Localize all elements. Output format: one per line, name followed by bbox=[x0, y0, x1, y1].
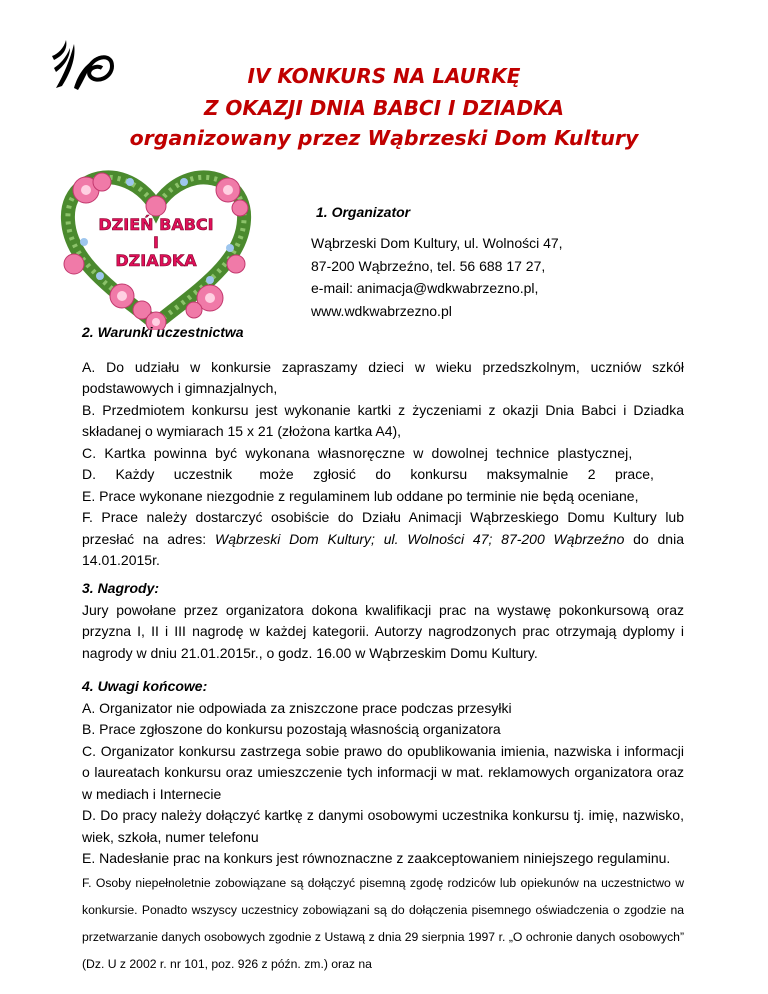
final-section bbox=[82, 676, 684, 978]
prizes-section bbox=[82, 578, 684, 664]
organizer-line: 87-200 Wąbrzeźno, tel. 56 688 17 27, bbox=[311, 257, 546, 274]
conditions-section bbox=[82, 322, 684, 572]
final-a: A. Organizator nie odpowiada za zniszczone prace podczas przesyłki bbox=[82, 699, 512, 716]
condition-c: C. Kartka powinna być wykonana własnoręczne w dowolnej technice plastycznej, bbox=[82, 444, 633, 461]
condition-f-text: F. Prace należy dostarczyć osobiście do Działu Animacji Wąbrzeskiego Domu Kultury lub przesłać na adres: bbox=[82, 509, 684, 547]
conditions-heading: 2. Warunki uczestnictwa bbox=[82, 324, 244, 340]
organizer-email: e-mail: animacja@wdkwabrzezno.pl, bbox=[311, 280, 539, 296]
condition-f-deadline: do dnia 14.01.2015r. bbox=[82, 530, 684, 568]
final-b: B. Prace zgłoszone do konkursu pozostają własnością organizatora bbox=[82, 721, 501, 737]
prizes-heading: 3. Nagrody: bbox=[82, 580, 160, 596]
page-title: IV KONKURS NA LAURKĘ bbox=[247, 64, 521, 88]
organizer-heading: 1. Organizator bbox=[316, 204, 411, 220]
heart-wreath-image bbox=[60, 168, 252, 330]
final-f: F. Osoby niepełnoletnie zobowiązane są dołączyć pisemną zgodę rodziców lub opiekunów na uczestnictwo w konkursie. Ponadto wszyscy uczestnicy zobowiązani są do dołączenia pisemnego oświadczenia o zgodzie na przetwarzanie danych osobowych zgodnie z Ustawą z dnia 29 sierpnia 1997 r. „O ochronie danych osobowych” (Dz. U z 2002 r. nr 101, poz. 926 z późn. zm.) oraz na bbox=[82, 875, 684, 971]
organizer-website: www.wdkwabrzezno.pl bbox=[311, 302, 452, 319]
prizes-text: Jury powołane przez organizatora dokona kwalifikacji prac na wystawę pokonkursową oraz przyzna I, II i III nagrodę w każdej kategorii. Autorzy nagrodzonych prac otrzymają dyplomy i nagrody w dniu 21.01.2015r., o godz. 16.00 w Wąbrzeskim Domu Kultury. bbox=[82, 601, 684, 661]
final-e: E. Nadesłanie prac na konkurs jest równoznaczne z zaakceptowaniem niniejszego regulaminu. bbox=[82, 850, 671, 866]
final-d: D. Do pracy należy dołączyć kartkę z danymi osobowymi uczestnika konkursu tj. imię, nazwisko, wiek, szkoła, numer telefonu bbox=[82, 807, 684, 845]
condition-f-address: Wąbrzeski Dom Kultury; ul. Wolności 47; 87-200 Wąbrzeźno bbox=[215, 530, 625, 547]
organizer-line: Wąbrzeski Dom Kultury, ul. Wolności 47, bbox=[311, 235, 563, 251]
condition-d: D. Każdy uczestnik może zgłosić do konkursu maksymalnie 2 prace, bbox=[82, 466, 654, 482]
page-organizer-line: organizowany przez Wąbrzeski Dom Kultury bbox=[129, 126, 639, 150]
heart-text-line2: I bbox=[153, 233, 159, 252]
heart-text-line3: DZIADKA bbox=[115, 251, 197, 270]
heart-text-line1: DZIEŃ BABCI bbox=[98, 215, 214, 234]
condition-a: A. Do udziału w konkursie zapraszamy dzieci w wieku przedszkolnym, uczniów szkół podstawowych i gimnazjalnych, bbox=[82, 358, 684, 396]
final-heading: 4. Uwagi końcowe: bbox=[82, 678, 208, 694]
condition-e: E. Prace wykonane niezgodnie z regulaminem lub oddane po terminie nie będą oceniane, bbox=[82, 487, 639, 504]
condition-b: B. Przedmiotem konkursu jest wykonanie kartki z życzeniami z okazji Dnia Babci i Dziadka składanej o wymiarach 15 x 21 (złożona kartka A4), bbox=[82, 401, 684, 439]
page-subtitle: Z OKAZJI DNIA BABCI I DZIADKA bbox=[203, 96, 565, 120]
organizer-address bbox=[311, 232, 563, 322]
final-c: C. Organizator konkursu zastrzega sobie prawo do opublikowania imienia, nazwiska i informacji o laureatach konkursu oraz umieszczenie tych informacji w mat. reklamowych organizatora oraz w mediach i Internecie bbox=[82, 742, 684, 802]
condition-f bbox=[82, 507, 684, 572]
